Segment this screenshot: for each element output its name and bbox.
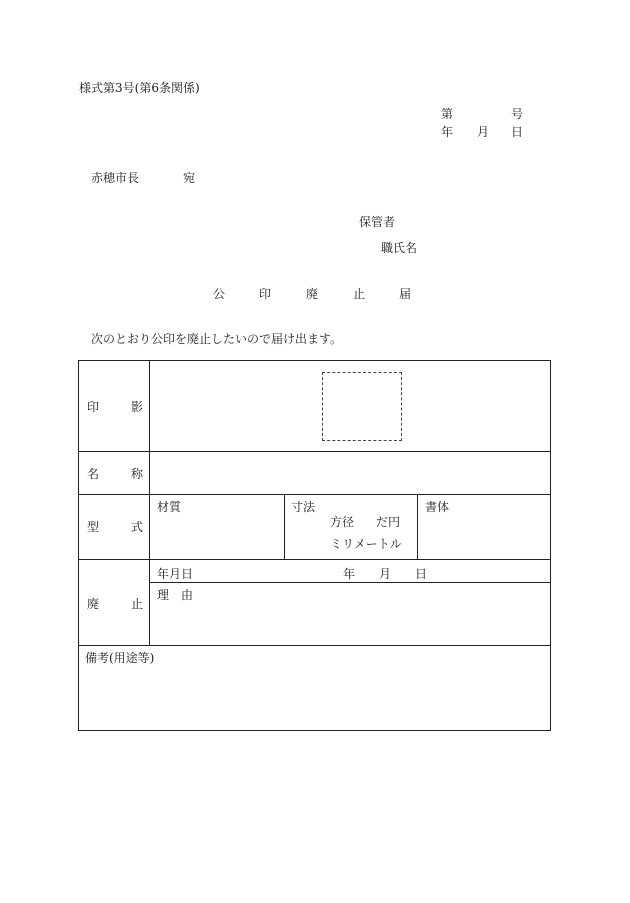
- size-label: 寸法: [291, 500, 316, 514]
- row-divider-date: [150, 582, 550, 583]
- form-number: 様式第3号(第6条関係): [79, 81, 200, 95]
- type-label-2: 式: [131, 520, 144, 534]
- doc-title-char-5: 届: [399, 287, 412, 301]
- holder-label: 保管者: [359, 215, 396, 229]
- material-label: 材質: [157, 500, 182, 514]
- abolish-date-month: 月: [379, 567, 392, 581]
- type-label-1: 型: [87, 520, 100, 534]
- doc-title-char-2: 印: [259, 287, 272, 301]
- doc-number-suffix: 号: [511, 107, 524, 121]
- label-column-divider: [149, 361, 150, 645]
- font-style-label: 書体: [425, 500, 450, 514]
- date-day-label: 日: [511, 125, 524, 139]
- seal-label-1: 印: [87, 400, 100, 414]
- addressee-name: 赤穂市長: [91, 171, 140, 185]
- name-label-1: 名: [87, 467, 100, 481]
- date-year-label: 年: [441, 125, 454, 139]
- form-table: [78, 360, 551, 731]
- seal-label-2: 影: [131, 400, 144, 414]
- title-name-label: 職氏名: [381, 241, 418, 255]
- doc-title-char-3: 廃: [306, 287, 319, 301]
- reason-label: 理 由: [157, 588, 194, 602]
- size-unit-label: ミリメートル: [330, 537, 402, 551]
- date-month-label: 月: [477, 125, 490, 139]
- abolish-date-day: 日: [415, 567, 428, 581]
- seal-impression-box[interactable]: [322, 372, 402, 441]
- addressee-suffix: 宛: [183, 171, 196, 185]
- row-divider-abolish: [79, 645, 550, 646]
- doc-number-prefix: 第: [441, 107, 454, 121]
- size-square-label: 方径: [330, 515, 355, 529]
- abolish-date-label: 年月日: [157, 567, 194, 581]
- size-font-divider: [417, 494, 418, 559]
- abolish-date-year: 年: [343, 567, 356, 581]
- doc-title-char-4: 止: [353, 287, 366, 301]
- doc-title-char-1: 公: [213, 287, 226, 301]
- abolish-label-2: 止: [131, 597, 144, 611]
- intro-text: 次のとおり公印を廃止したいので届け出ます。: [91, 332, 343, 346]
- abolish-label-1: 廃: [87, 597, 100, 611]
- name-label-2: 称: [131, 467, 144, 481]
- remarks-label: 備考(用途等): [85, 651, 155, 665]
- size-oval-label: だ円: [376, 515, 401, 529]
- material-size-divider: [284, 494, 285, 559]
